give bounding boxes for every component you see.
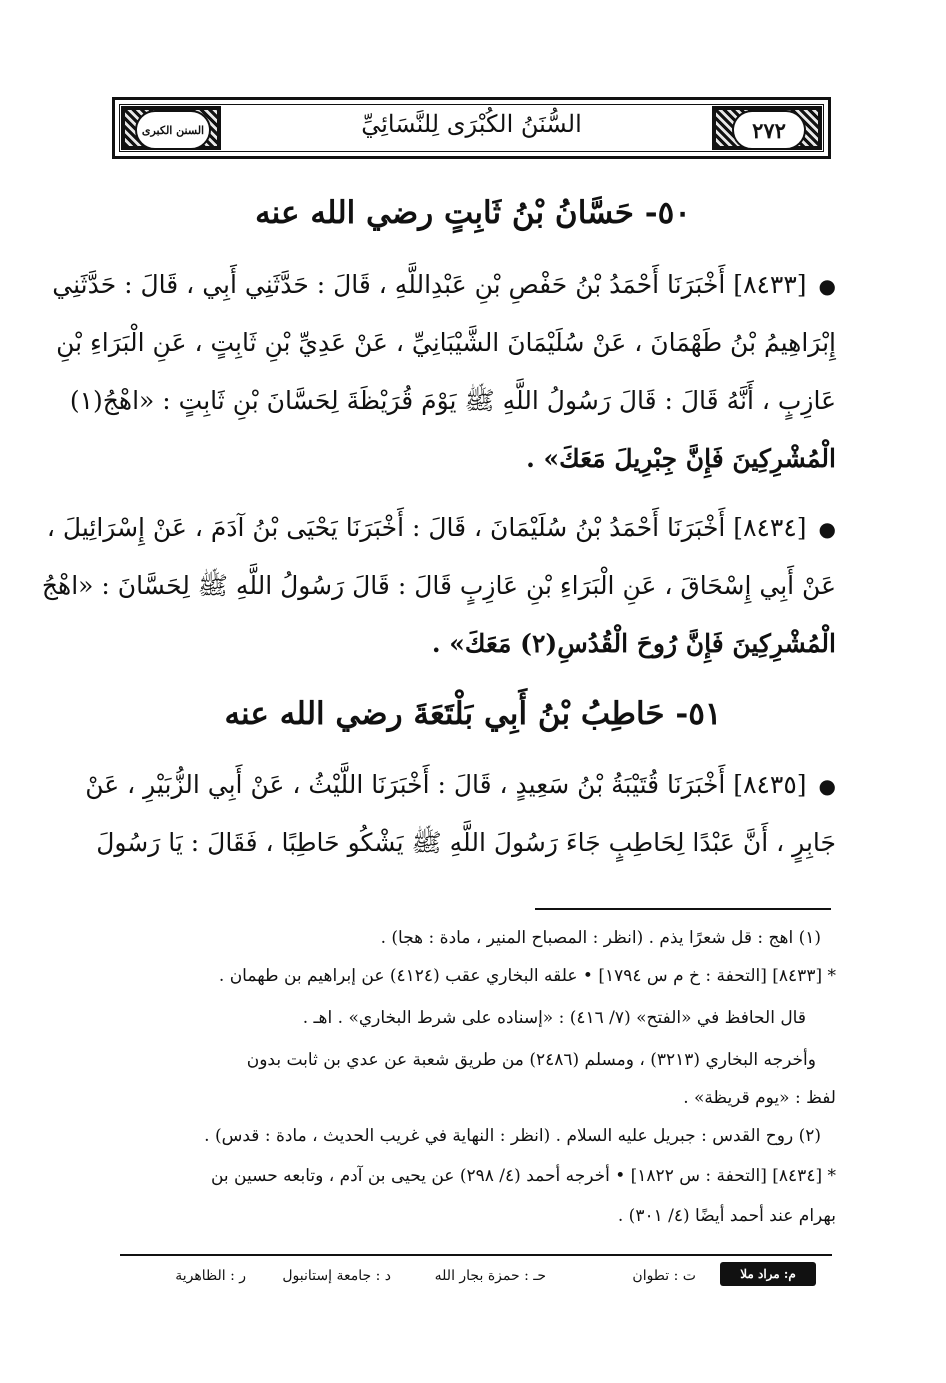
hadith-8434-line-2: عَنْ أَبِي إِسْحَاقَ ، عَنِ الْبَرَاءِ بْنِ عَازِبٍ قَالَ : قَالَ رَسُولُ اللَّهِ ﷺ لِحَسَّانَ : «اهْجُ [41, 571, 836, 600]
takhrij-8434-a: * [٨٤٣٤] [التحفة : س ١٨٢٢] • أخرجه أحمد (٤/ ٢٩٨) عن يحيى بن آدم ، وتابعه حسين بن [210, 1166, 836, 1186]
section-heading-50: ٥٠- حَسَّانُ بْنُ ثَابِتٍ رضي الله عنه [255, 195, 691, 231]
takhrij-8433-b: قال الحافظ في «الفتح» (٧/ ٤١٦) : «إسناده على شرط البخاري» . اهـ . [302, 1008, 806, 1028]
hadith-8433-line-1 [52, 270, 836, 299]
bullet-icon: ● [818, 517, 836, 541]
page-header [112, 97, 831, 159]
text: [٨٤٣٣] أَخْبَرَنَا أَحْمَدُ بْنُ حَفْصِ بْنِ عَبْدِاللَّهِ ، قَالَ : حَدَّثَنِي أَبِي ، قَالَ : حَدَّثَنِي [52, 270, 807, 299]
takhrij-8433-a: * [٨٤٣٣] [التحفة : خ م س ١٧٩٤] • علقه البخاري عقب (٤١٢٤) عن إبراهيم بن طهمان . [218, 966, 836, 986]
bullet-icon: ● [818, 274, 836, 298]
manuscript-badge-m: م: مراد ملا [720, 1262, 816, 1286]
book-logo: السنن الكبرى [135, 110, 211, 150]
hadith-8435-line-2: جَابِرٍ ، أَنَّ عَبْدًا لِحَاطِبٍ جَاءَ رَسُولَ اللَّهِ ﷺ يَشْكُو حَاطِبًا ، فَقَالَ : يَا رَسُولَ [96, 828, 836, 857]
hadith-8433-line-3: عَازِبٍ ، أَنَّهُ قَالَ : قَالَ رَسُولُ اللَّهِ ﷺ يَوْمَ قُرَيْظَةَ لِحَسَّانَ بْنِ ثَابِتٍ : «اهْجُ(١) [69, 386, 836, 415]
manuscript-legend [0, 1262, 946, 1290]
footnote-1: (١) اهج : قل شعرًا يذم . (انظر : المصباح المنير ، مادة : هجا) . [380, 928, 821, 948]
footnote-2: (٢) روح القدس : جبريل عليه السلام . (انظر : النهاية في غريب الحديث ، مادة : قدس) . [204, 1126, 821, 1146]
hadith-8434-line-3: الْمُشْرِكِينَ فَإِنَّ رُوحَ الْقُدُسِ(٢) مَعَكَ» . [431, 629, 836, 658]
siglum-r: ر : الظاهرية [175, 1268, 246, 1284]
hadith-8435-line-1 [85, 770, 836, 799]
takhrij-8433-c: وأخرجه البخاري (٣٢١٣) ، ومسلم (٢٤٨٦) من طريق شعبة عن عدي بن ثابت بدون [246, 1050, 816, 1070]
hadith-8433-line-4: الْمُشْرِكِينَ فَإِنَّ جِبْرِيلَ مَعَكَ» . [526, 444, 836, 473]
bullet-icon: ● [818, 774, 836, 798]
text: [٨٤٣٥] أَخْبَرَنَا قُتَيْبَةُ بْنُ سَعِيدٍ ، قَالَ : أَخْبَرَنَا اللَّيْثُ ، عَنْ أَبِي الزُّبَيْرِ ، عَنْ [85, 770, 807, 799]
takhrij-8434-b: بهرام عند أحمد أيضًا (٤/ ٣٠١) . [617, 1206, 836, 1226]
siglum-h: حـ : حمزة بجار الله [434, 1268, 546, 1284]
footnote-separator [535, 908, 831, 910]
siglum-d: د : جامعة إستانبول [282, 1268, 391, 1284]
logo-panel [121, 106, 221, 150]
page-number: ٢٧٢ [732, 110, 806, 150]
hadith-8433-line-2: إِبْرَاهِيمُ بْنُ طَهْمَانَ ، عَنْ سُلَيْمَانَ الشَّيْبَانِيِّ ، عَنْ عَدِيِّ بْنِ ثَابِتٍ ، عَنِ الْبَرَاءِ بْنِ [56, 328, 836, 357]
section-heading-51: ٥١- حَاطِبُ بْنُ أَبِي بَلْتَعَةَ رضي الله عنه [224, 696, 722, 732]
text: [٨٤٣٤] أَخْبَرَنَا أَحْمَدُ بْنُ سُلَيْمَانَ ، قَالَ : أَخْبَرَنَا يَحْيَى بْنُ آدَمَ ، عَنْ إِسْرَائِيلَ ، [46, 513, 807, 542]
siglum-t: ت : تطوان [632, 1268, 696, 1284]
footer-rule [120, 1254, 832, 1256]
takhrij-8433-d: لفظ : «يوم قريظة» . [683, 1088, 836, 1108]
hadith-8434-line-1 [46, 513, 836, 542]
book-title: السُّنَنُ الكُبْرَى لِلنَّسَائِيِّ [361, 110, 582, 138]
